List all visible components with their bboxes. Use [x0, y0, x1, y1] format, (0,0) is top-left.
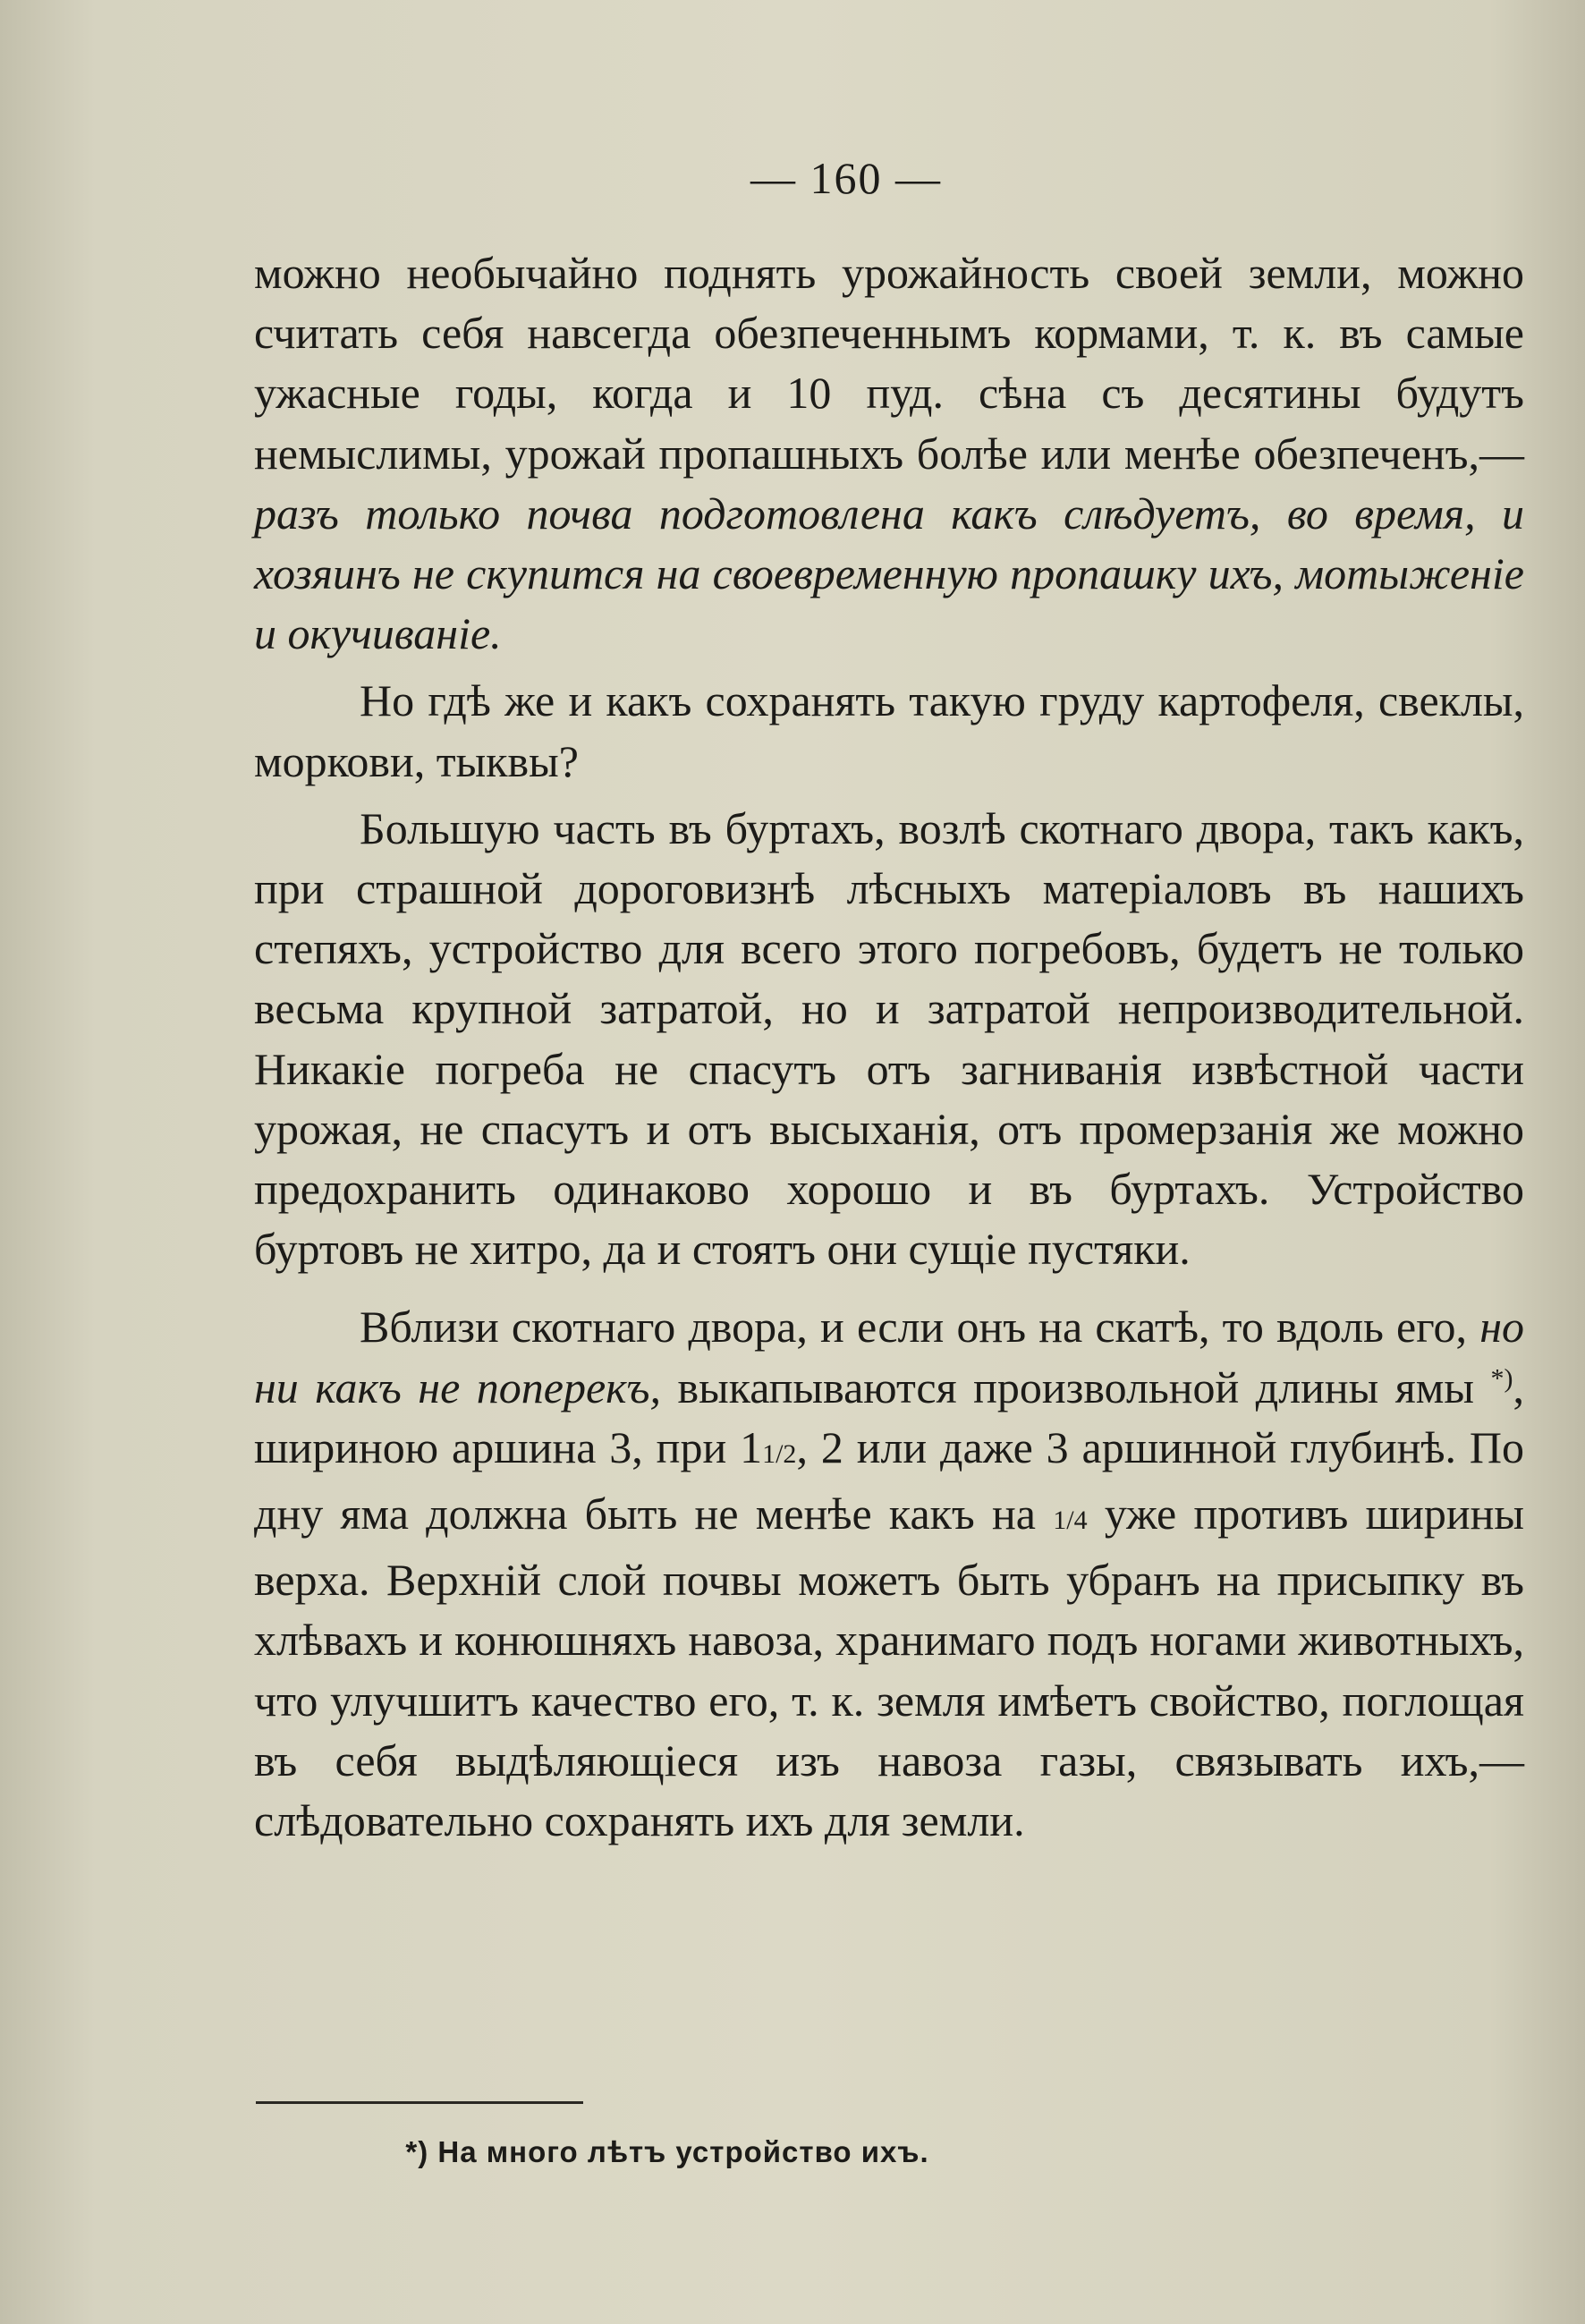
paragraph [254, 671, 1524, 791]
italic-emphasis: разъ только почва подготовлена какъ слѣдуетъ, во время, и хозяинъ не скупится на своевременную пропашку ихъ, мотыженіе и окучиваніе. [254, 488, 1524, 659]
italic-emphasis: но ни какъ не поперекъ, [254, 1302, 1524, 1412]
fraction: 1/4 [1053, 1506, 1088, 1536]
paragraph [254, 1297, 1524, 1851]
paragraph-continuation [254, 243, 1524, 664]
footnote: *) На много лѣтъ устройство ихъ. [405, 2135, 929, 2168]
paragraph-text: , шириною аршина 3, при 1 [254, 1361, 1524, 1472]
footnote-divider [256, 2101, 583, 2104]
body-text [254, 243, 1524, 1851]
paragraph-text: уже противъ ширины верха. Верхній слой почвы можетъ быть убранъ на присыпку въ хлѣвахъ и конюшняхъ навоза, хранимаго подъ ногами животныхъ, что улучшитъ качество его, т. к. земля имѣетъ свойство, поглощая въ себя выдѣляющіеся изъ навоза газы, связывать ихъ,—слѣдовательно сохранять ихъ для земли. [254, 1489, 1525, 1846]
paragraph-text: Но гдѣ же и какъ сохранять такую груду картофеля, свеклы, моркови, тыквы? [254, 675, 1524, 786]
fraction: 1/2 [762, 1438, 797, 1469]
paragraph-text: Вблизи скотнаго двора, и если онъ на скатѣ, то вдоль его, [360, 1302, 1468, 1353]
paragraph-text: можно необычайно поднять урожайность своей земли, можно считать себя навсегда обезпеченнымъ кормами, т. к. въ самые ужасные годы, когда и 10 пуд. сѣна съ десятины будутъ немыслимы, урожай пропашныхъ болѣе или менѣе обезпеченъ,— [254, 248, 1524, 479]
paragraph-text: выкапываются произвольной длины ямы [677, 1361, 1474, 1412]
paragraph-text: , 2 или даже 3 аршинной глубинѣ. По дну яма должна быть не менѣе какъ на [254, 1421, 1525, 1539]
footnote-marker: *) [1490, 1363, 1513, 1393]
paragraph [254, 799, 1524, 1280]
paragraph-text: Большую часть въ буртахъ, возлѣ скотнаго двора, такъ какъ, при страшной дороговизнѣ лѣсныхъ матеріаловъ въ нашихъ степяхъ, устройство для всего этого погребовъ, будетъ не только весьма крупной затратой, но и затратой непроизводительной. Никакіе погреба не спасутъ отъ загниванія извѣстной части урожая, не спасутъ и отъ высыханія, отъ промерзанія же можно предохранить одинаково хорошо и въ буртахъ. Устройство буртовъ не хитро, да и стоятъ они сущіе пустяки. [254, 802, 1524, 1275]
page-number: — 160 — [750, 153, 942, 203]
